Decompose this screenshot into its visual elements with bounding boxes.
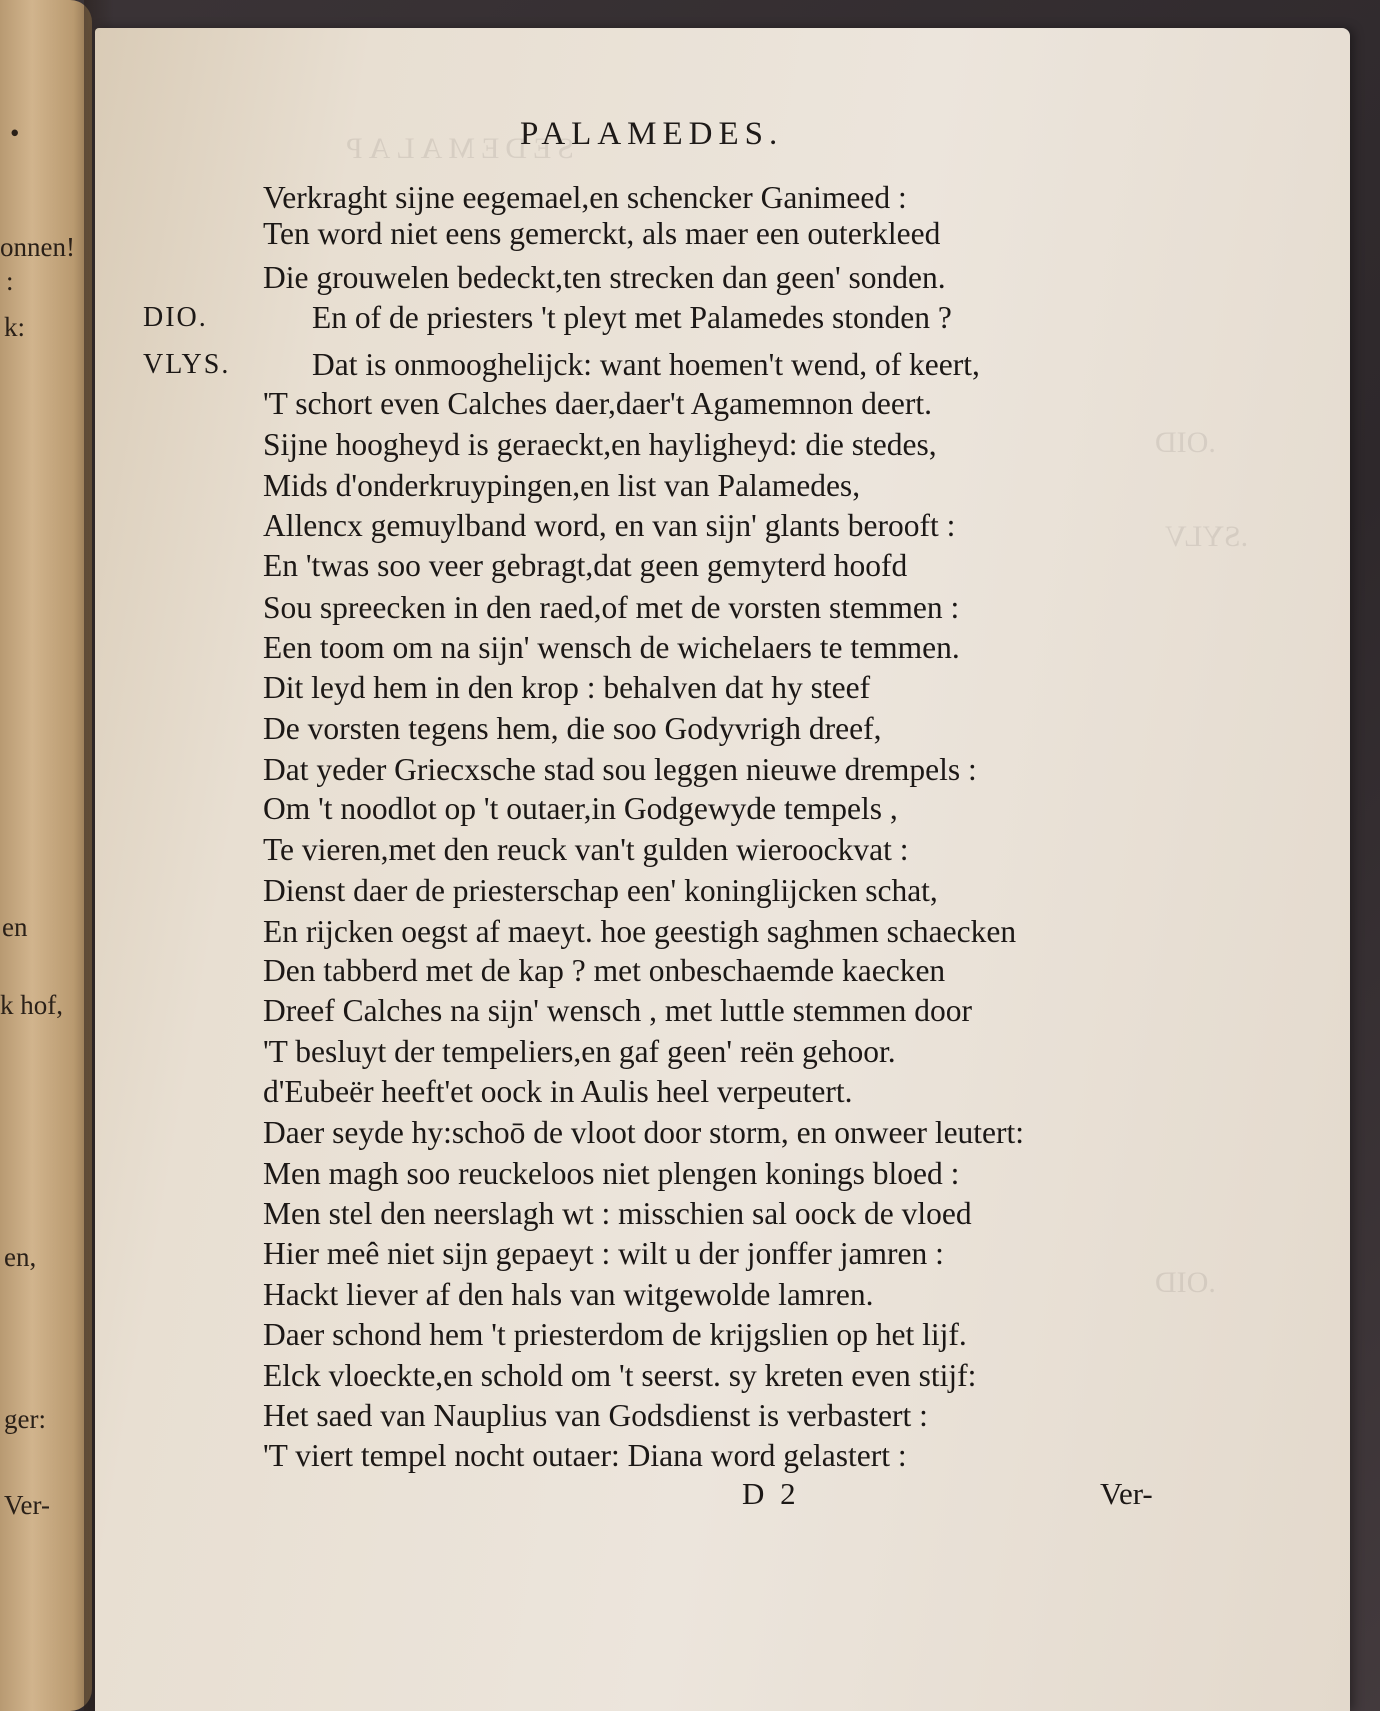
speaker-label-dio: DIO. — [143, 302, 208, 333]
verse-line: Verkraght sijne eegemael,en schencker Ganimeed : — [263, 180, 907, 215]
verse-line: Dreef Calches na sijn' wensch , met luttle stemmen door — [263, 993, 972, 1028]
facing-page-fragment: Ver- — [4, 1490, 50, 1520]
facing-page-fragment: k: — [4, 312, 26, 342]
verse-line: Een toom om na sijn' wensch de wichelaers te temmen. — [263, 630, 960, 665]
facing-page-fragment: k hof, — [0, 990, 63, 1020]
show-through-text: SEDEMALAP — [340, 132, 575, 165]
verse-line: Men magh soo reuckeloos niet plengen konings bloed : — [263, 1156, 960, 1191]
speaker-label-vlys: VLYS. — [143, 349, 231, 380]
verse-line: Om 't noodlot op 't outaer,in Godgewyde tempels , — [263, 791, 898, 826]
verse-line: Dat is onmooghelijck: want hoemen't wend, of keert, — [312, 347, 980, 382]
verse-line: Allencx gemuylband word, en van sijn' glants berooft : — [263, 508, 956, 543]
signature-mark: D 2 — [742, 1476, 800, 1511]
verse-line: Daer schond hem 't priesterdom de krijgslien op het lijf. — [263, 1317, 967, 1352]
verse-line: Die grouwelen bedeckt,ten strecken dan geen' sonden. — [263, 260, 946, 295]
verse-line: Dat yeder Griecxsche stad sou leggen nieuwe drempels : — [263, 752, 977, 787]
verse-line: Sou spreecken in den raed,of met de vorsten stemmen : — [263, 590, 960, 625]
verse-line: 'T besluyt der tempeliers,en gaf geen' reën gehoor. — [263, 1034, 896, 1069]
verse-line: 'T viert tempel nocht outaer: Diana word gelastert : — [263, 1438, 907, 1473]
verse-line: Mids d'onderkruypingen,en list van Palamedes, — [263, 468, 861, 503]
running-head: PALAMEDES. — [520, 116, 784, 152]
verse-line: En of de priesters 't pleyt met Palamedes stonden ? — [312, 300, 952, 335]
verse-line: Den tabberd met de kap ? met onbeschaemde kaecken — [263, 953, 946, 988]
catchword: Ver- — [1100, 1476, 1153, 1511]
verse-line: Sijne hoogheyd is geraeckt,en hayligheyd: die stedes, — [263, 427, 937, 462]
facing-page-fragment: : — [6, 266, 14, 296]
facing-page-fragment: en, — [4, 1242, 37, 1272]
verse-line: Hier meê niet sijn gepaeyt : wilt u der jonffer jamren : — [263, 1236, 944, 1271]
verse-line: 'T schort even Calches daer,daer't Agamemnon deert. — [263, 386, 933, 421]
verse-line: Hackt liever af den hals van witgewolde lamren. — [263, 1277, 874, 1312]
verse-line: En 'twas soo veer gebragt,dat geen gemyterd hoofd — [263, 548, 908, 583]
show-through-text: .OID — [1155, 1266, 1216, 1299]
verse-line: Elck vloeckte,en schold om 't seerst. sy kreten even stijf: — [263, 1358, 977, 1393]
verse-line: Ten word niet eens gemerckt, als maer een outerkleed — [263, 216, 941, 251]
verse-line: d'Eubeër heeft'et oock in Aulis heel verpeutert. — [263, 1074, 853, 1109]
facing-page-fragment: ger: — [4, 1404, 46, 1434]
verse-line: En rijcken oegst af maeyt. hoe geestigh saghmen schaecken — [263, 914, 1017, 949]
verse-line: Daer seyde hy:schoō de vloot door storm, en onweer leutert: — [263, 1115, 1025, 1150]
verse-line: Dit leyd hem in den krop : behalven dat hy steef — [263, 670, 871, 705]
show-through-text: .SYLV — [1165, 520, 1249, 553]
verse-line: Men stel den neerslagh wt : misschien sal oock de vloed — [263, 1196, 972, 1231]
facing-page-fragment: onnen! — [0, 232, 75, 262]
verse-line: De vorsten tegens hem, die soo Godyvrigh dreef, — [263, 711, 882, 746]
facing-page-fragment: en — [2, 912, 28, 942]
verse-line: Het saed van Nauplius van Godsdienst is verbastert : — [263, 1398, 928, 1433]
facing-page-fragment: • — [10, 118, 20, 148]
show-through-text: .OID — [1155, 426, 1216, 459]
verse-line: Te vieren,met den reuck van't gulden wieroockvat : — [263, 832, 909, 867]
verse-line: Dienst daer de priesterschap een' koninglijcken schat, — [263, 873, 938, 908]
